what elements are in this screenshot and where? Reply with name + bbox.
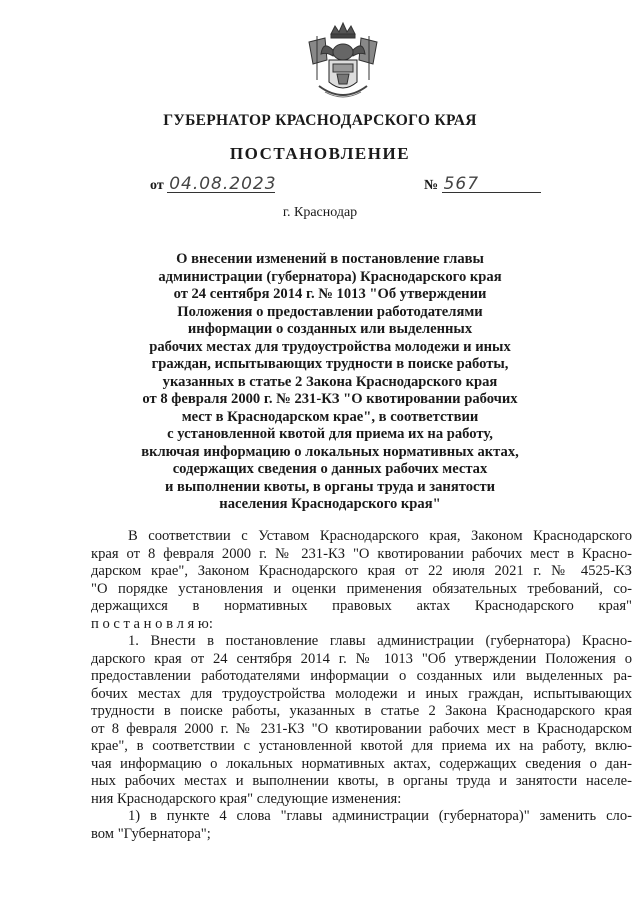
document-type: ПОСТАНОВЛЕНИЕ	[229, 144, 411, 163]
title-line: включая информацию о локальных нормативных актах,	[141, 443, 519, 460]
title-line: О внесении изменений в постановление главы	[176, 251, 484, 267]
title-line: от 24 сентября 2014 г. № 1013 "Об утверждении	[173, 286, 487, 302]
body-line: "О порядке установления и оценки применения обязательных требований, со-	[91, 580, 632, 597]
title-line: мест в Краснодарском крае", в соответствии	[181, 408, 479, 425]
title-line: населения Краснодарского края"	[219, 496, 441, 512]
document-body	[91, 528, 632, 843]
title-line: указанных в статье 2 Закона Краснодарского края	[162, 373, 498, 390]
title-line: с установленной квотой для приема их на работу,	[167, 426, 493, 442]
title-line: граждан, испытывающих трудности в поиске работы,	[151, 356, 509, 372]
body-line: от 8 февраля 2000 г. № 231-КЗ "О квотировании рабочих мест в Краснодарском	[91, 720, 632, 737]
number-field	[424, 176, 541, 194]
date-value: 04.08.2023	[169, 174, 277, 194]
title-line: информации о созданных или выделенных	[187, 321, 473, 337]
city-name: г. Краснодар	[282, 205, 358, 220]
body-line: крае", в соответствии с установленной квотой для приема их на работу, вклю-	[91, 738, 632, 754]
body-line: ния Краснодарского края" следующие изменения:	[91, 790, 402, 807]
body-line: трудности в поиске работы, указанных в статье 2 Закона Краснодарского края	[91, 703, 632, 719]
title-line: администрации (губернатора) Краснодарского края	[158, 268, 502, 285]
body-line: В соответствии с Уставом Краснодарского края, Законом Краснодарского	[128, 528, 632, 544]
body-line: чая информацию о локальных нормативных актах, содержащих сведения о дан-	[91, 755, 632, 772]
body-line: дарского края от 24 сентября 2014 г. № 1013 "Об утверждении Положения о	[91, 650, 632, 667]
number-label: №	[424, 178, 439, 193]
title-line: и выполнении квоты, в органы труда и занятости	[164, 478, 496, 495]
body-line: края от 8 февраля 2000 г. № 231-КЗ "О квотировании рабочих мест в Красно-	[91, 545, 632, 562]
date-field	[150, 176, 275, 194]
title-line: от 8 февраля 2000 г. № 231-КЗ "О квотировании рабочих	[142, 391, 518, 407]
body-line: держащихся в нормативных правовых актах Краснодарского края"	[91, 598, 632, 614]
body-line: предоставлении работодателями информации о созданных или выделенных ра-	[91, 668, 632, 684]
title-line: содержащих сведения о данных рабочих местах	[172, 461, 488, 477]
body-line: дарском крае", Законом Краснодарского края от 22 июля 2021 г. № 4525-КЗ	[91, 563, 632, 579]
body-line: п о с т а н о в л я ю:	[91, 615, 213, 632]
body-line: 1) в пункте 4 слова "главы администрации (губернатора)" заменить сло-	[128, 808, 632, 824]
body-line: ных рабочих местах и выполнении квоты, в органы труда и занятости населе-	[91, 773, 632, 789]
body-line: 1. Внести в постановление главы администрации (губернатора) Красно-	[128, 633, 632, 649]
date-label: от	[150, 178, 164, 193]
title-line: Положения о предоставлении работодателями	[177, 303, 483, 320]
document-title	[120, 251, 540, 514]
number-value: 567	[442, 176, 541, 193]
body-line: бочих местах для трудоустройства молодежи и иных граждан, испытывающих	[91, 685, 632, 702]
body-line: вом "Губернатора";	[91, 825, 211, 842]
issuing-authority: ГУБЕРНАТОР КРАСНОДАРСКОГО КРАЯ	[163, 112, 477, 129]
title-line: рабочих местах для трудоустройства молодежи и иных	[149, 338, 511, 355]
coat-of-arms-emblem	[303, 20, 383, 105]
